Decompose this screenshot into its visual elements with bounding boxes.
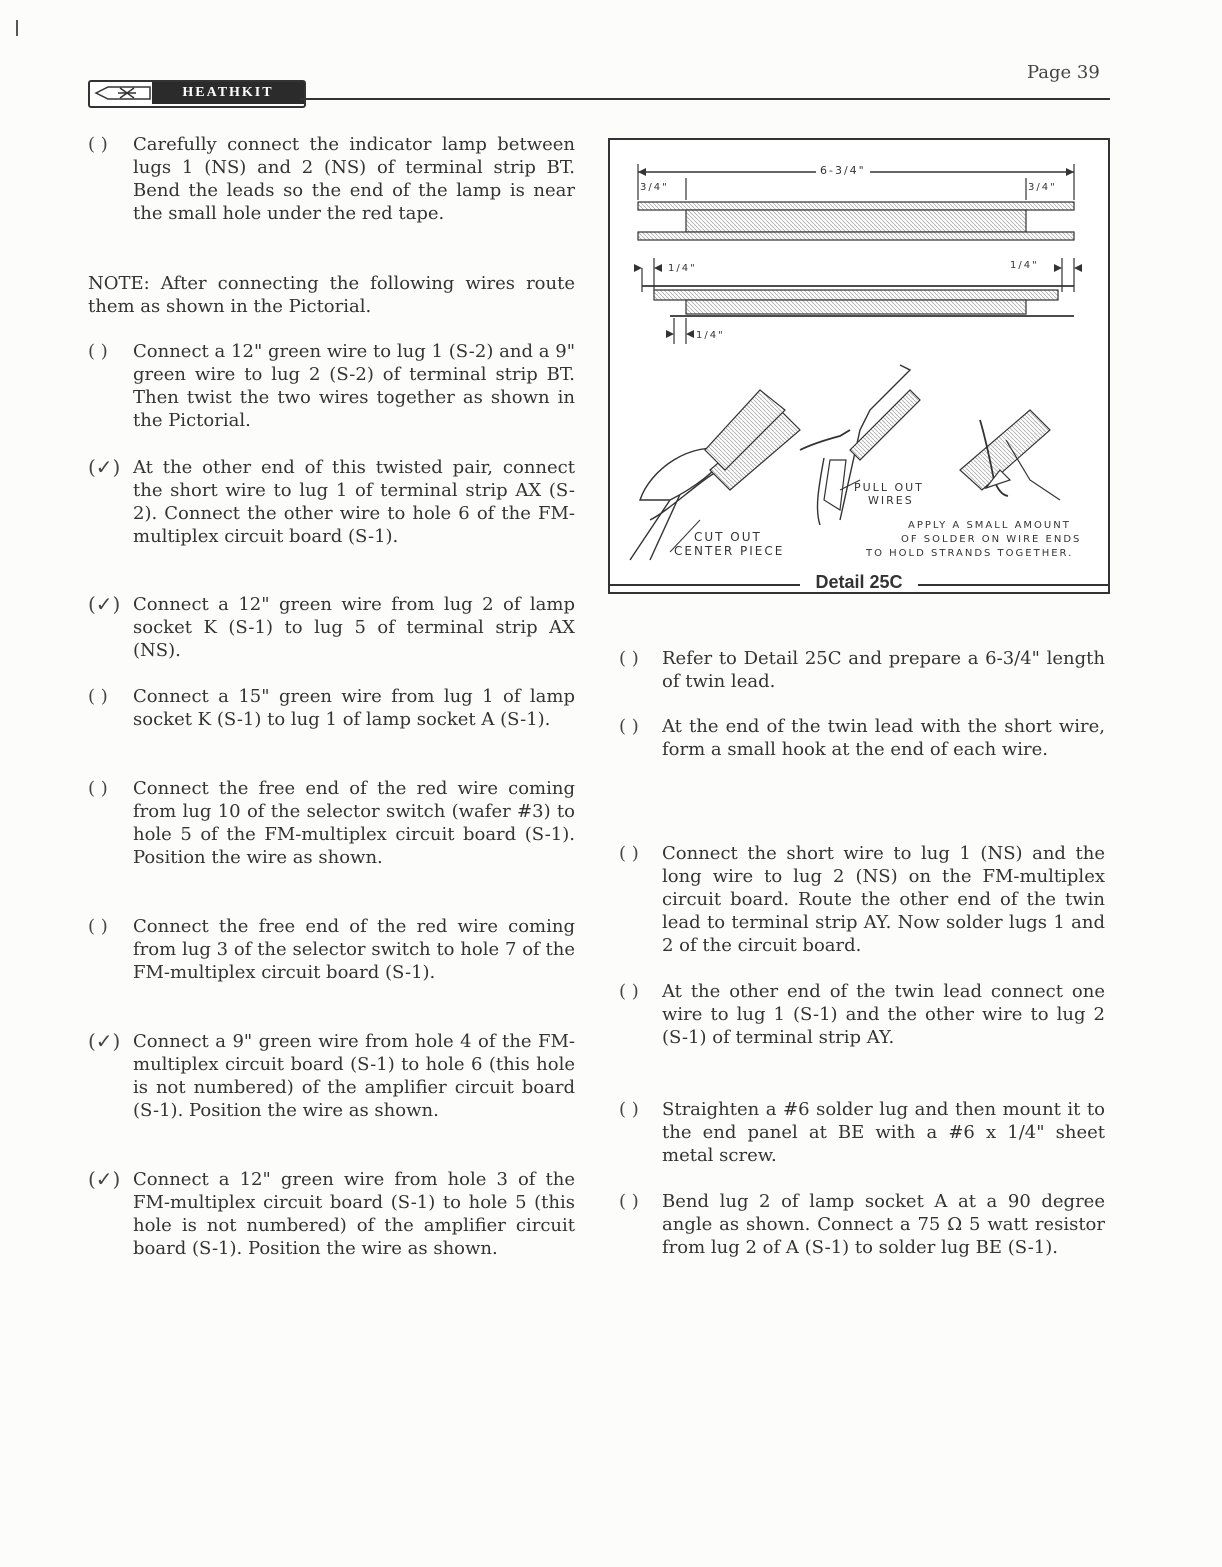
step-text: Connect a 12" green wire to lug 1 (S-2) and a 9" green wire to lug 2 (S-2) of terminal strip BT. Then twist the two wires together as shown in the Pictorial. <box>133 341 575 431</box>
checkbox[interactable]: ( ) <box>619 1099 639 1120</box>
step-item <box>619 1098 1105 1167</box>
checkbox[interactable]: ( ) <box>88 134 108 155</box>
step-text: At the other end of this twisted pair, connect the short wire to lug 1 of terminal strip AX (S-2). Connect the other wire to hole 6 of the FM-multiplex circuit board (S-1). <box>133 457 575 547</box>
solder-label: TO HOLD STRANDS TOGETHER. <box>866 548 1074 559</box>
note-text: NOTE: After connecting the following wires route them as shown in the Pictorial. <box>88 273 575 317</box>
step-text: Connect a 12" green wire from lug 2 of lamp socket K (S-1) to lug 5 of terminal strip AX (NS). <box>133 594 575 661</box>
checkbox[interactable]: ( ) <box>88 341 108 362</box>
step-text: At the other end of the twin lead connect one wire to lug 1 (S-1) and the other wire to lug 2 (S-1) of terminal strip AY. <box>662 981 1105 1048</box>
step-item <box>88 133 575 225</box>
step-text: Connect a 15" green wire from lug 1 of lamp socket K (S-1) to lug 1 of lamp socket A (S-1). <box>133 686 575 730</box>
step-item <box>619 842 1105 957</box>
dim-quarter-label: 1/4" <box>668 263 697 274</box>
dim-quarter-label: 1/4" <box>696 330 725 341</box>
step-item <box>88 1030 575 1122</box>
heathkit-logo <box>88 80 306 108</box>
header-rule <box>300 98 1110 100</box>
step-item <box>619 647 1105 693</box>
checkbox[interactable]: ( ) <box>88 686 108 707</box>
checkbox[interactable]: ( ) <box>619 981 639 1002</box>
step-item <box>619 715 1105 761</box>
step-item <box>88 685 575 731</box>
logo-emblem-icon <box>94 84 152 102</box>
step-item <box>88 777 575 869</box>
step-text: Connect the short wire to lug 1 (NS) and the long wire to lug 2 (NS) on the FM-multiplex circuit board. Route the other end of the twin lead to terminal strip AY. Now solder lugs 1 and 2 of the circuit board. <box>662 843 1105 956</box>
dim-left-label: 3/4" <box>640 182 669 193</box>
pull-out-label: PULL OUT <box>854 481 924 494</box>
checkbox[interactable]: ( ) <box>88 916 108 937</box>
step-text: Connect a 9" green wire from hole 4 of the FM-multiplex circuit board (S-1) to hole 6 (this hole is not numbered) of the amplifier circuit board (S-1). Position the wire as shown. <box>133 1031 575 1121</box>
checkbox[interactable]: (✓) <box>88 592 121 616</box>
checkbox[interactable]: ( ) <box>619 1191 639 1212</box>
dim-total-label: 6-3/4" <box>816 164 870 177</box>
step-text: Carefully connect the indicator lamp between lugs 1 (NS) and 2 (NS) of terminal strip BT. Bend the leads so the end of the lamp is near the small hole under the red tape. <box>133 134 575 224</box>
dim-quarter-label: 1/4" <box>1010 260 1039 271</box>
solder-label: OF SOLDER ON WIRE ENDS <box>901 534 1082 545</box>
figure-caption <box>610 572 1108 593</box>
detail-figure <box>608 138 1110 594</box>
checkbox[interactable]: ( ) <box>619 843 639 864</box>
step-item <box>88 915 575 984</box>
step-item <box>619 980 1105 1049</box>
cut-out-label: CUT OUT <box>694 530 762 544</box>
checkbox[interactable]: (✓) <box>88 1029 121 1053</box>
step-item <box>88 340 575 432</box>
checkbox[interactable]: (✓) <box>88 1167 121 1191</box>
step-item <box>88 456 575 548</box>
checkbox[interactable]: (✓) <box>88 455 121 479</box>
step-item <box>88 593 575 662</box>
step-text: Bend lug 2 of lamp socket A at a 90 degree angle as shown. Connect a 75 Ω 5 watt resistor from lug 2 of A (S-1) to solder lug BE (S-1). <box>662 1191 1105 1258</box>
step-item <box>88 1168 575 1260</box>
pull-out-label: WIRES <box>868 494 914 507</box>
page-number: Page 39 <box>1027 62 1100 83</box>
step-text: At the end of the twin lead with the short wire, form a small hook at the end of each wire. <box>662 716 1105 760</box>
step-item <box>619 1190 1105 1259</box>
step-text: Connect the free end of the red wire coming from lug 10 of the selector switch (wafer #3) to hole 5 of the FM-multiplex circuit board (S-1). Position the wire as shown. <box>133 778 575 868</box>
step-text: Connect a 12" green wire from hole 3 of the FM-multiplex circuit board (S-1) to hole 5 (this hole is not numbered) of the amplifier circuit board (S-1). Position the wire as shown. <box>133 1169 575 1259</box>
brand-name: HEATHKIT <box>152 82 304 104</box>
step-text: Refer to Detail 25C and prepare a 6-3/4" length of twin lead. <box>662 648 1105 692</box>
margin-mark <box>16 20 18 36</box>
checkbox[interactable]: ( ) <box>88 778 108 799</box>
solder-label: APPLY A SMALL AMOUNT <box>908 520 1071 531</box>
cut-out-label: CENTER PIECE <box>674 544 785 558</box>
checkbox[interactable]: ( ) <box>619 648 639 669</box>
step-text: Connect the free end of the red wire coming from lug 3 of the selector switch to hole 7 of the FM-multiplex circuit board (S-1). <box>133 916 575 983</box>
step-text: Straighten a #6 solder lug and then mount it to the end panel at BE with a #6 x 1/4" sheet metal screw. <box>662 1099 1105 1166</box>
caption-text: Detail 25C <box>809 572 908 592</box>
checkbox[interactable]: ( ) <box>619 716 639 737</box>
dim-right-label: 3/4" <box>1028 182 1057 193</box>
